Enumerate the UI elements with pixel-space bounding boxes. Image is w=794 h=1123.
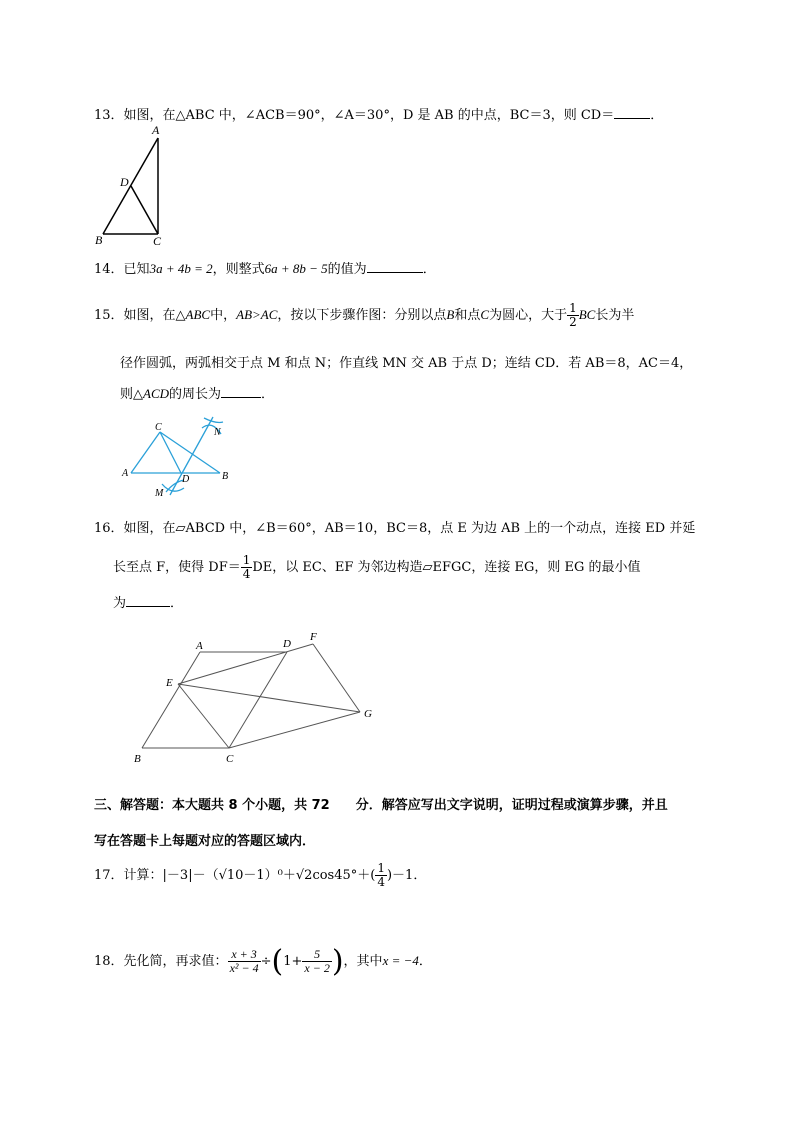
q13-end: ． <box>650 108 664 123</box>
q17-fraction <box>375 862 387 889</box>
q16-fraction <box>241 554 253 581</box>
q16-figure <box>130 628 382 768</box>
q16-label-f: F <box>310 631 317 643</box>
q15-number: 15． <box>94 308 124 323</box>
q15-fraction <box>567 302 579 329</box>
q14-prefix: 已知 <box>123 262 150 277</box>
q17-frac-den: 4 <box>377 875 385 889</box>
q16-end: ． <box>170 596 184 611</box>
q15-label-m: M <box>155 488 164 499</box>
q18-suffix: ，其中 <box>343 954 383 969</box>
q15-text-c: ，按以下步骤作图：分别以点 <box>277 308 447 323</box>
q16-frac-num: 1 <box>242 553 251 567</box>
q14-mid: ，则整式 <box>212 262 265 277</box>
q15-label-n: N <box>214 427 221 438</box>
q18-f2-den: x − 2 <box>304 961 330 975</box>
q15-text-d: 和点 <box>454 308 481 323</box>
q16-line2-a: 长至点 F，使得 DF＝ <box>113 560 241 575</box>
q16-line3 <box>113 592 183 611</box>
q16-frac-den: 4 <box>242 567 251 581</box>
q16-line2-b: DE，以 EC、EF 为邻边构造▱EFGC，连接 EG，则 EG 的最小值 <box>252 560 641 575</box>
q15-line1 <box>94 302 634 329</box>
q15-line3-b: 的周长为 <box>169 387 222 402</box>
q14-number: 14． <box>94 262 124 277</box>
q15-frac-den: 2 <box>569 315 577 329</box>
q16-label-d: D <box>283 638 291 650</box>
q15-label-a: A <box>122 468 129 479</box>
q16-line1 <box>94 517 695 536</box>
q13-label-d: D <box>120 175 129 189</box>
q18-number: 18． <box>94 954 124 969</box>
q16-label-b: B <box>134 753 141 765</box>
q15-text-b: 中， <box>210 308 237 323</box>
q15-end: ． <box>261 387 275 402</box>
q17-expression: 计算：|－3|－（√10－1）⁰＋√2cos45°＋( <box>123 868 376 883</box>
q15-point-c: C <box>480 307 490 322</box>
q15-line3-a: 则△ <box>120 387 143 402</box>
q14-end: ． <box>422 262 436 277</box>
q14-text <box>94 258 436 277</box>
q18-paren-close: ) <box>331 944 344 979</box>
q14-equation: 3a + 4b = 2 <box>149 261 213 276</box>
q15-text-f: 长为半 <box>595 308 635 323</box>
q18-divide: ÷ <box>260 954 272 969</box>
q16-label-g: G <box>364 708 372 720</box>
q17-text <box>94 862 426 889</box>
q13-label-b: B <box>95 233 103 247</box>
q16-line3-text: 为 <box>113 596 127 611</box>
q18-prefix: 先化简，再求值： <box>123 954 228 969</box>
q16-line1-text: 如图，在▱ABCD 中，∠B＝60°，AB＝10，BC＝8，点 E 为边 AB 上的一个动点，连接 ED 并延 <box>123 521 696 536</box>
q18-end: ． <box>418 954 432 969</box>
q16-label-e: E <box>166 677 173 689</box>
q16-line2 <box>113 554 640 581</box>
q15-line3 <box>120 383 274 402</box>
q16-label-c: C <box>226 753 234 765</box>
q13-label-c: C <box>153 234 162 248</box>
q14-answer-blank <box>367 258 423 273</box>
q16-number: 16． <box>94 521 124 536</box>
q16-answer-blank <box>126 592 170 607</box>
q13-label-a: A <box>152 124 160 137</box>
q13-statement: 如图，在△ABC 中，∠ACB＝90°，∠A＝30°，D 是 AB 的中点，BC＝3，则 CD＝ <box>123 108 615 123</box>
q17-frac-num: 1 <box>377 861 385 875</box>
q15-frac-num: 1 <box>569 301 577 315</box>
q15-text-e: 为圆心，大于 <box>489 308 568 323</box>
q15-label-d: D <box>182 474 190 485</box>
q18-fraction-2 <box>302 948 331 975</box>
q15-text-a: 如图，在△ <box>123 308 186 323</box>
q14-expression: 6a + 8b − 5 <box>264 261 328 276</box>
q13-number: 13． <box>94 108 124 123</box>
section3-heading-line2: 写在答题卡上每题对应的答题区域内． <box>94 834 316 849</box>
q15-figure <box>118 412 238 504</box>
q15-triangle-abc: ABC <box>185 307 211 322</box>
q18-f1-num: x + 3 <box>228 948 261 962</box>
q18-f2-num: 5 <box>302 948 331 962</box>
q13-figure <box>90 124 170 248</box>
q15-line2: 径作圆弧，两弧相交于点 M 和点 N；作直线 MN 交 AB 于点 D；连结 CD．若 AB＝8，AC＝4， <box>120 356 693 371</box>
q17-number: 17． <box>94 868 124 883</box>
section3-heading-line1: 三、解答题：本大题共 8 个小题，共 72 分．解答应写出文字说明，证明过程或演算步骤，并且 <box>94 798 668 813</box>
q15-label-c: C <box>155 422 162 433</box>
q15-point-b: B <box>446 307 455 322</box>
q16-label-a: A <box>196 640 203 652</box>
q15-label-b: B <box>222 471 229 482</box>
q14-suffix: 的值为 <box>327 262 367 277</box>
q18-f1-den: x² − 4 <box>229 961 259 975</box>
q18-one-plus: 1+ <box>283 954 303 969</box>
q18-paren-open: ( <box>271 944 284 979</box>
q13-answer-blank <box>614 104 650 119</box>
q15-triangle-acd: ACD <box>143 386 169 401</box>
q18-condition: x = −4 <box>382 953 419 968</box>
q18-text <box>94 944 432 979</box>
q15-answer-blank <box>221 383 261 398</box>
q15-condition: AB>AC <box>236 307 278 322</box>
q15-segment-bc: BC <box>578 307 596 322</box>
q17-tail: )－1． <box>386 868 427 883</box>
q18-fraction-1 <box>228 948 261 975</box>
q13-text <box>94 104 663 123</box>
